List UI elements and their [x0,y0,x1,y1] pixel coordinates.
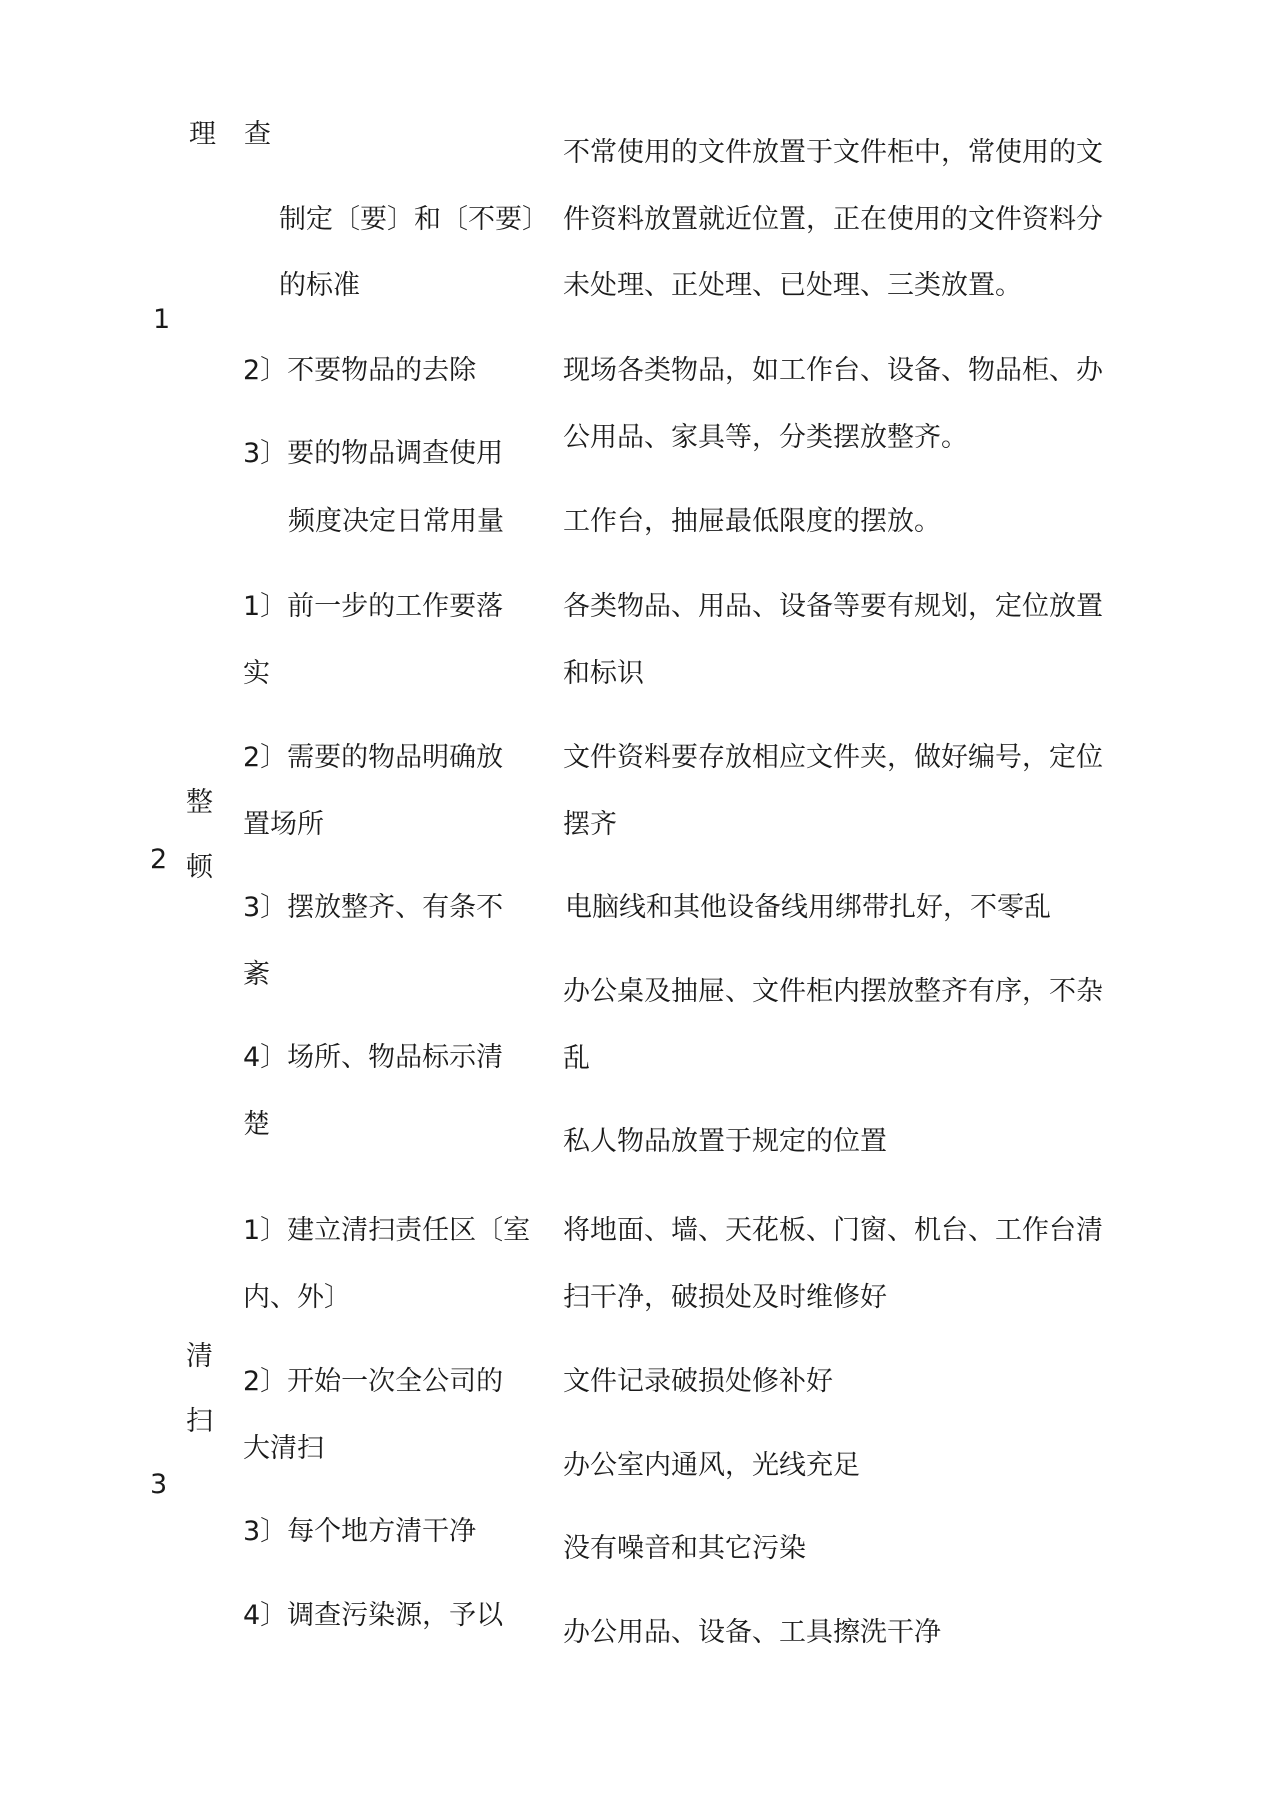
section-1-number: 1 [153,304,171,335]
section-2-detail-line: 电脑线和其他设备线用绑带扎好，不零乱 [565,892,1051,923]
section-1-step-3-line-2: 频度决定日常用量 [288,506,504,537]
section-3-step-2-line-1: 2〕开始一次全公司的 [243,1366,504,1397]
section-3-step-3: 3〕每个地方清干净 [243,1516,477,1547]
section-2-detail-line: 和标识 [563,658,644,689]
section-2-step-3-line-2: 紊 [243,959,270,990]
section-2-detail-line: 文件资料要存放相应文件夹，做好编号，定位 [563,742,1103,773]
section-2-number: 2 [150,844,168,875]
section-3-head-char: 清 [186,1341,213,1372]
section-3-head-char: 扫 [186,1406,213,1437]
section-2-head-char: 顿 [186,852,213,883]
section-1-head-char: 理 [189,119,216,150]
section-1-head-char: 查 [244,119,271,150]
section-3-detail-line: 将地面、墙、天花板、门窗、机台、工作台清 [563,1215,1103,1246]
section-2-step-1-line-2: 实 [243,658,270,689]
section-1-step-2: 2〕不要物品的去除 [243,355,477,386]
section-2-step-1-line-1: 1〕前一步的工作要落 [243,591,504,622]
section-3-step-1-line-2: 内、外〕 [243,1282,351,1313]
section-3-detail-line: 扫干净，破损处及时维修好 [563,1282,887,1313]
section-1-step-1-line-2: 的标准 [279,270,360,301]
section-1-detail-line: 未处理、正处理、已处理、三类放置。 [563,270,1022,301]
section-2-detail-line: 各类物品、用品、设备等要有规划，定位放置 [563,591,1103,622]
section-3-detail-line: 办公用品、设备、工具擦洗干净 [563,1617,941,1648]
section-2-detail-line: 摆齐 [563,809,617,840]
section-3-detail-line: 办公室内通风，光线充足 [563,1450,860,1481]
section-1-detail-line: 现场各类物品，如工作台、设备、物品柜、办 [563,355,1103,386]
section-3-detail-line: 文件记录破损处修补好 [563,1366,833,1397]
section-1-detail-line: 公用品、家具等，分类摆放整齐。 [563,422,968,453]
section-2-head-char: 整 [186,787,213,818]
section-2-detail-line: 乱 [563,1043,590,1074]
section-1-detail-line: 工作台，抽屉最低限度的摆放。 [563,506,941,537]
section-2-step-3-line-1: 3〕摆放整齐、有条不 [243,892,504,923]
section-3-step-4: 4〕调查污染源，予以 [243,1600,504,1631]
section-2-detail-line: 办公桌及抽屉、文件柜内摆放整齐有序，不杂 [563,976,1103,1007]
section-2-step-2-line-1: 2〕需要的物品明确放 [243,742,504,773]
section-3-number: 3 [150,1469,168,1500]
section-2-step-4-line-2: 楚 [243,1109,270,1140]
section-2-detail-line: 私人物品放置于规定的位置 [563,1126,887,1157]
section-1-step-3-line-1: 3〕要的物品调查使用 [243,438,504,469]
section-1-detail-line: 件资料放置就近位置，正在使用的文件资料分 [563,204,1103,235]
section-1-detail-line: 不常使用的文件放置于文件柜中，常使用的文 [563,137,1103,168]
section-2-step-4-line-1: 4〕场所、物品标示清 [243,1042,504,1073]
section-3-step-1-line-1: 1〕建立清扫责任区〔室 [243,1215,531,1246]
section-3-step-2-line-2: 大清扫 [243,1433,324,1464]
section-1-step-1-line-1: 制定〔要〕和〔不要〕 [279,204,549,235]
section-3-detail-line: 没有噪音和其它污染 [563,1533,806,1564]
section-2-step-2-line-2: 置场所 [243,809,324,840]
